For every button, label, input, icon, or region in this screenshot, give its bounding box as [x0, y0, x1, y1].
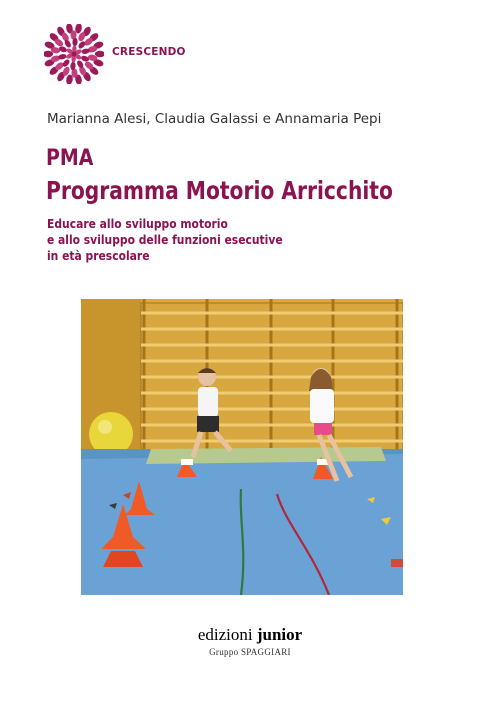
subtitle	[47, 216, 283, 264]
flower-logo-icon	[44, 24, 104, 84]
authors: Marianna Alesi, Claudia Galassi e Annamaria Pepi	[47, 111, 382, 127]
subtitle-line: Educare allo sviluppo motorio	[47, 216, 228, 231]
publisher-name	[0, 625, 500, 645]
series-name: CRESCENDO	[112, 46, 186, 58]
cover-photo	[81, 299, 403, 595]
title-acronym: PMA	[46, 146, 94, 171]
publisher-group: Gruppo SPAGGIARI	[209, 647, 291, 657]
subtitle-line: in età prescolare	[47, 248, 150, 263]
publisher-name-regular: edizioni	[197, 625, 257, 644]
publisher-name-bold: junior	[256, 625, 303, 644]
subtitle-line: e allo sviluppo delle funzioni esecutive	[47, 232, 283, 247]
gym-scene-illustration	[81, 299, 403, 595]
title-main: Programma Motorio Arricchito	[46, 176, 393, 205]
